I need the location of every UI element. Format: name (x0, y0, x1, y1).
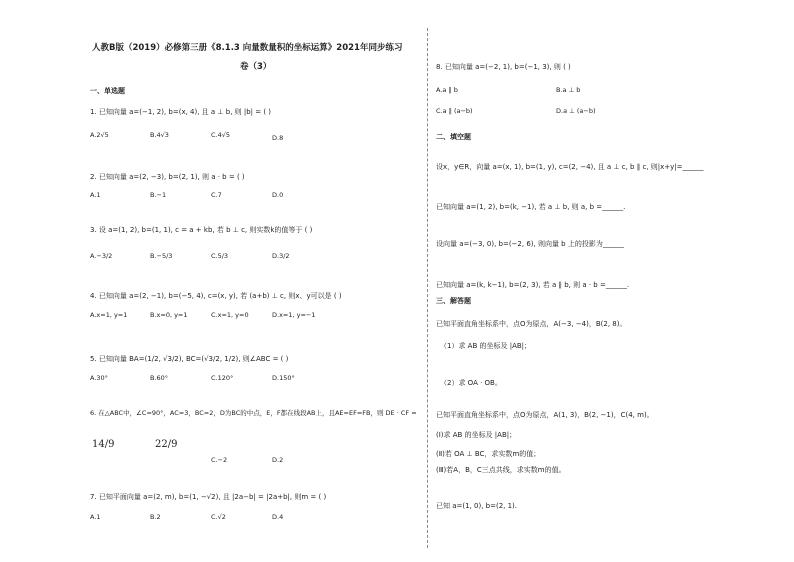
question-5-option-c: C.120° (211, 374, 234, 382)
question-1-option-b: B.4√3 (150, 131, 169, 139)
question-1-option-c: C.4√5 (211, 131, 231, 139)
question-5-option-b: B.60° (150, 374, 169, 382)
question-8-option-d: D.a ⊥ (a−b) (556, 107, 596, 115)
question-4-option-a: A.x=1, y=1 (90, 311, 128, 319)
question-1-option-a: A.2√5 (90, 131, 109, 139)
question-7-option-c: C.√2 (211, 513, 226, 521)
section-single-choice: 一、单选题 (90, 87, 125, 95)
solve-problem-2-q3: (Ⅲ)若A，B，C三点共线，求实数m的值。 (436, 466, 566, 474)
fill-question-2: 已知向量 a=(1, 2), b=(k, −1), 若 a ⊥ b, 则 a, b =______. (436, 203, 626, 211)
question-2-option-b: B.−1 (150, 191, 167, 199)
question-7-option-d: D.4 (272, 513, 284, 521)
title-line-1: 人教B版（2019）必修第三册《8.1.3 向量数量积的坐标运算》2021年同步练习 (92, 43, 403, 53)
solve-problem-2-q2: (Ⅱ)若 OA ⊥ BC，求实数m的值； (436, 450, 541, 458)
solve-problem-3-stem: 已知 a=(1, 0), b=(2, 1). (436, 502, 518, 510)
question-1-option-d: D.8 (272, 134, 284, 142)
question-7-stem: 7. 已知平面向量 a=(2, m), b=(1, −√2), 且 |2a−b| = |2a+b|, 则m = ( ) (90, 493, 327, 501)
solve-problem-1-stem: 已知平面直角坐标系中，点O为原点，A(−3, −4)，B(2, 8)。 (436, 320, 627, 328)
question-6-stem: 6. 在△ABC中，∠C=90°，AC=3，BC=2，D为BC的中点，E，F都在线段AB上，且AE=EF=FB，则 DE · CF = (90, 409, 417, 417)
question-7-option-b: B.2 (150, 513, 161, 521)
question-4-option-c: C.x=1, y=0 (211, 311, 249, 319)
section-solve: 三、解答题 (436, 297, 471, 305)
question-2-stem: 2. 已知向量 a=(2, −3), b=(2, 1), 则 a · b = ( ) (90, 173, 245, 181)
solve-problem-1-q2: （2）求 OA · OB。 (440, 379, 502, 387)
question-4-option-b: B.x=0, y=1 (150, 311, 188, 319)
question-2-option-c: C.7 (211, 191, 222, 199)
solve-problem-2-q1: (Ⅰ)求 AB 的坐标及 |AB|； (436, 431, 517, 439)
question-8-option-a: A.a ∥ b (436, 86, 458, 94)
question-4-stem: 4. 已知向量 a=(2, −1), b=(−5, 4), c=(x, y), 若 (a+b) ⊥ c, 则x、y可以是 ( ) (90, 292, 342, 300)
fill-question-1: 设x，y∈R，向量 a=(x, 1), b=(1, y), c=(2, −4), 且 a ⊥ c, b ∥ c, 则|x+y|=______ (436, 163, 704, 171)
question-4-option-d: D.x=1, y=−1 (272, 311, 316, 319)
question-2-option-d: D.0 (272, 191, 284, 199)
question-5-option-d: D.150° (272, 374, 295, 382)
question-6-option-d: D.2 (272, 456, 284, 464)
solve-problem-2-stem: 已知平面直角坐标系中，点O为原点，A(1, 3)，B(2, −1)，C(4, m)。 (436, 411, 654, 419)
question-2-option-a: A.1 (90, 191, 101, 199)
solve-problem-1-q1: （1）求 AB 的坐标及 |AB|； (440, 342, 532, 350)
question-3-option-d: D.3/2 (272, 252, 290, 260)
question-5-option-a: A.30° (90, 374, 108, 382)
question-8-option-c: C.a ∥ (a−b) (436, 107, 473, 115)
question-5-stem: 5. 已知向量 BA=(1/2, √3/2), BC=(√3/2, 1/2), 则∠ABC = ( ) (90, 355, 289, 363)
question-1-stem: 1. 已知向量 a=(−1, 2), b=(x, 4), 且 a ⊥ b, 则 |b| = ( ) (90, 108, 272, 116)
section-fill-in: 二、填空题 (436, 133, 471, 141)
question-6-option-b: 22/9 (155, 439, 178, 450)
question-3-option-a: A.−3/2 (90, 252, 113, 260)
question-6-option-a: 14/9 (92, 439, 115, 450)
question-8-option-b: B.a ⊥ b (556, 86, 581, 94)
column-divider (427, 28, 428, 548)
fill-question-4: 已知向量 a=(k, k−1), b=(2, 3), 若 a ∥ b, 则 a · b =______. (436, 281, 630, 289)
question-6-option-c: C.−2 (211, 456, 228, 464)
title-line-2: 卷（3） (240, 62, 272, 72)
question-3-stem: 3. 设 a=(1, 2), b=(1, 1), c = a + kb, 若 b ⊥ c, 则实数k的值等于 ( ) (90, 226, 313, 234)
fill-question-3: 设向量 a=(−3, 0), b=(−2, 6), 则向量 b 上的投影为______ (436, 240, 624, 248)
question-3-option-c: C.5/3 (211, 252, 229, 260)
question-8-stem: 8. 已知向量 a=(−2, 1), b=(−1, 3), 则 ( ) (436, 63, 571, 71)
question-7-option-a: A.1 (90, 513, 101, 521)
question-3-option-b: B.−5/3 (150, 252, 173, 260)
